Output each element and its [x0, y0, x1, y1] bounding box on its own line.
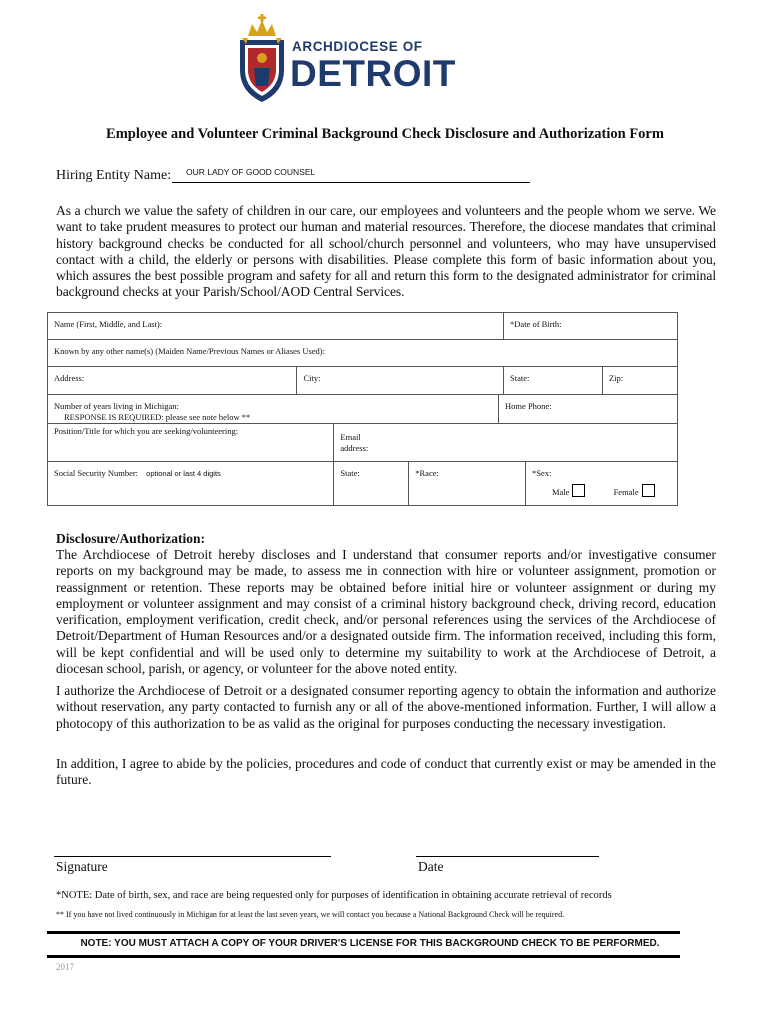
- email-field[interactable]: [334, 424, 678, 462]
- ssn-field[interactable]: [48, 462, 334, 506]
- male-checkbox[interactable]: [572, 484, 585, 497]
- years-note: RESPONSE IS REQUIRED: please see note below **: [64, 412, 251, 422]
- address-field[interactable]: [48, 367, 297, 395]
- date-label: Date: [418, 859, 444, 874]
- divider-bottom: [47, 955, 680, 958]
- zip-field[interactable]: [602, 367, 677, 395]
- other-names-label: Known by any other name(s) (Maiden Name/Previous Names or Aliases Used):: [54, 346, 325, 356]
- other-names-field[interactable]: [48, 340, 678, 367]
- position-field[interactable]: [48, 424, 334, 462]
- crest-icon: [234, 14, 290, 104]
- email-label-1: Email: [340, 432, 361, 442]
- disclosure-paragraph-3: In addition, I agree to abide by the policies, procedures and code of conduct that currently exist or may be amended in the future.: [56, 756, 716, 788]
- logo-line-2: DETROIT: [290, 53, 456, 94]
- name-field[interactable]: [48, 313, 504, 340]
- years-in-michigan-field[interactable]: [48, 395, 499, 424]
- female-checkbox[interactable]: [642, 484, 655, 497]
- sex-label: *Sex:: [531, 468, 552, 478]
- form-title: Employee and Volunteer Criminal Background Check Disclosure and Authorization Form: [106, 126, 664, 142]
- sex-field: [525, 462, 677, 506]
- applicant-info-table: [47, 312, 678, 506]
- male-label: Male: [551, 487, 570, 497]
- disclosure-paragraph-2: I authorize the Archdiocese of Detroit or a designated consumer reporting agency to obtain the information and authorize without reservation, any party contacted to furnish any or all of the above-mentioned information. Further, I will allow a photocopy of this authorization to be as valid as the original for purposes conducting the necessary investigation.: [56, 683, 716, 731]
- state2-label: State:: [340, 468, 360, 478]
- signature-line[interactable]: [54, 856, 331, 857]
- ssn-label: Social Security Number:: [54, 468, 139, 478]
- note-drivers-license: NOTE: YOU MUST ATTACH A COPY OF YOUR DRIVER'S LICENSE FOR THIS BACKGROUND CHECK TO BE PERFORMED.: [80, 938, 660, 949]
- disclosure-heading: Disclosure/Authorization:: [56, 531, 205, 546]
- city-field[interactable]: [297, 367, 504, 395]
- email-label-2: address:: [340, 443, 369, 453]
- race-field[interactable]: [409, 462, 526, 506]
- race-label: *Race:: [415, 468, 439, 478]
- position-label: Position/Title for which you are seeking/volunteering:: [54, 426, 239, 436]
- zip-label: Zip:: [608, 373, 624, 383]
- hiring-entity-line: [172, 182, 530, 183]
- home-phone-label: Home Phone:: [505, 401, 552, 411]
- state-field[interactable]: [504, 367, 603, 395]
- disclosure-paragraph-1: The Archdiocese of Detroit hereby discloses and I understand that consumer reports and/or investigative consumer reports on my background may be made, to assess me in connection with hire or volunteer assignment, promotion or reassignment or retention. These reports may be obtained before initial hire or volunteer assignment or during my employment or volunteer assignment and may consist of a criminal history background check, driving record, education verification, employment verification, credit check, and/or personal references using the services of the Archdiocese of Detroit/Department of Human Resources and/or a designated outside firm. The information received, including this form, will be kept confidential and will be used only to determine my suitability to work at the Archdiocese of Detroit, a diocesan school, parish, or agency, or volunteer for the above noted entity.: [56, 547, 716, 677]
- archdiocese-logo: [234, 14, 456, 104]
- address-label: Address:: [54, 373, 85, 383]
- dob-field[interactable]: [504, 313, 678, 340]
- years-label: Number of years living in Michigan:: [54, 401, 179, 411]
- note-identification: *NOTE: Date of birth, sex, and race are being requested only for purposes of identification in obtaining accurate retrieval of records: [56, 890, 612, 901]
- ssn-hint: optional or last 4 digits: [146, 469, 221, 478]
- dob-label: *Date of Birth:: [510, 319, 562, 329]
- home-phone-field[interactable]: [499, 395, 678, 424]
- hiring-entity-field[interactable]: OUR LADY OF GOOD COUNSEL: [186, 167, 316, 177]
- state2-field[interactable]: [334, 462, 409, 506]
- intro-paragraph: As a church we value the safety of children in our care, our employees and volunteers and the people whom we serve. We want to take prudent measures to protect our human and material resources. Therefore, the diocese mandates that criminal history background checks be conducted for all school/church personnel and volunteers, who may have unsupervised contact with a child, the elderly or persons with disabilities. Please complete this form of basic information about you, which assures the best possible program and safety for all and return this form to the designated administrator for criminal background checks at your Parish/School/AOD Central Services.: [56, 203, 716, 300]
- note-michigan: ** If you have not lived continuously in Michigan for at least the last seven years, we will contact you because a National Background Check will be required.: [56, 910, 565, 919]
- date-line[interactable]: [416, 856, 599, 857]
- divider-top: [47, 931, 680, 934]
- state-label: State:: [510, 373, 530, 383]
- logo-line-1: ARCHDIOCESE OF: [292, 39, 423, 54]
- city-label: City:: [303, 373, 321, 383]
- name-label: Name (First, Middle, and Last):: [54, 319, 163, 329]
- hiring-entity-label: Hiring Entity Name:: [56, 168, 172, 183]
- signature-label: Signature: [56, 859, 108, 874]
- form-year: 2017: [56, 962, 74, 972]
- female-label: Female: [613, 487, 639, 497]
